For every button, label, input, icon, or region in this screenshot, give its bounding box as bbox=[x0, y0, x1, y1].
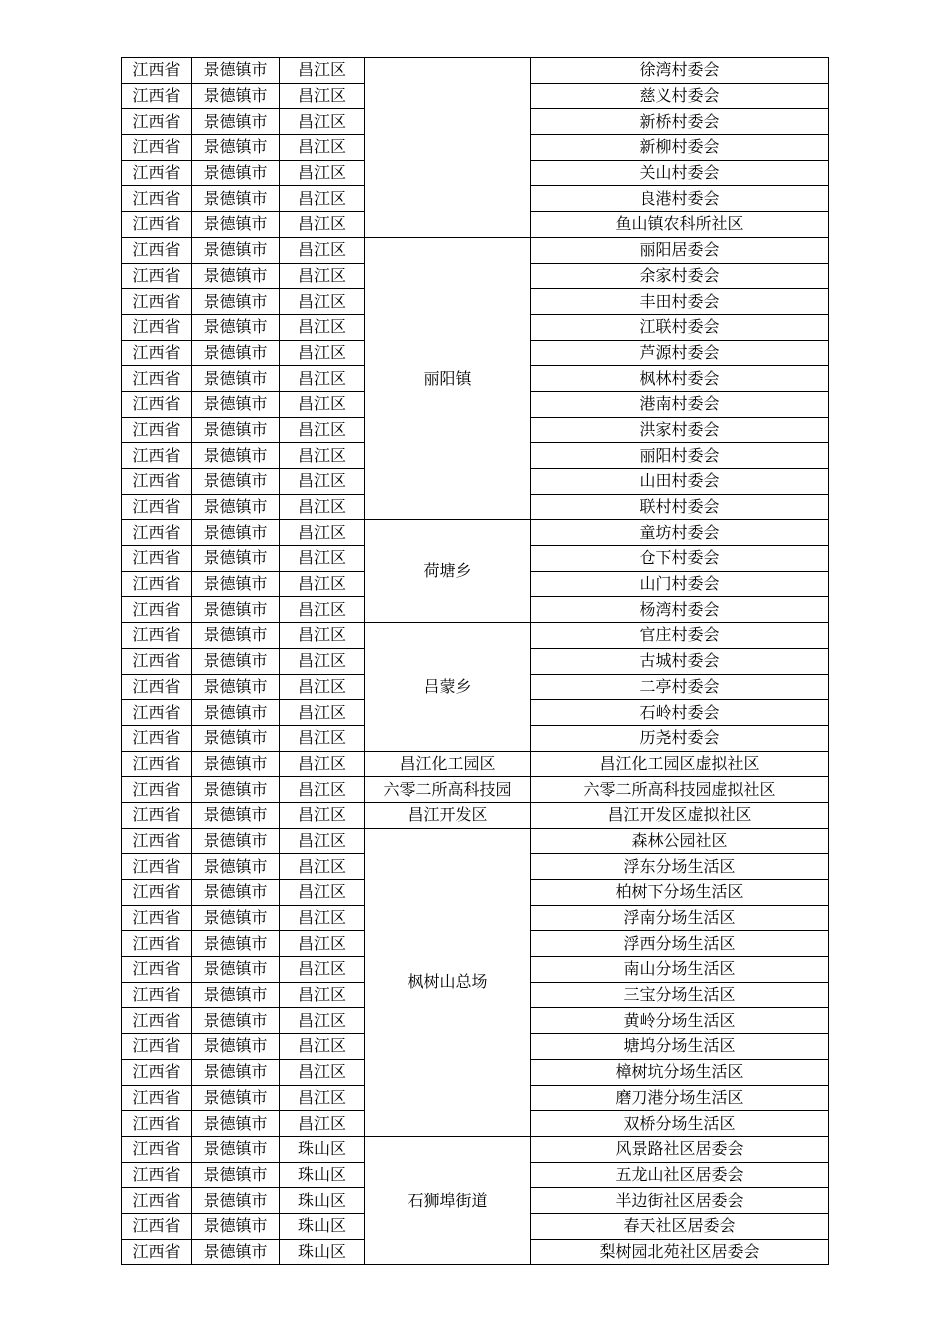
cell-city: 景德镇市 bbox=[192, 443, 280, 469]
cell-province: 江西省 bbox=[122, 1162, 192, 1188]
cell-district: 珠山区 bbox=[280, 1188, 365, 1214]
cell-district: 昌江区 bbox=[280, 905, 365, 931]
cell-district: 昌江区 bbox=[280, 982, 365, 1008]
cell-province: 江西省 bbox=[122, 828, 192, 854]
cell-committee: 塘坞分场生活区 bbox=[531, 1034, 829, 1060]
table-body bbox=[122, 58, 829, 1265]
cell-province: 江西省 bbox=[122, 391, 192, 417]
cell-city: 景德镇市 bbox=[192, 725, 280, 751]
cell-district: 昌江区 bbox=[280, 160, 365, 186]
cell-city: 景德镇市 bbox=[192, 546, 280, 572]
cell-city: 景德镇市 bbox=[192, 1188, 280, 1214]
cell-committee: 历尧村委会 bbox=[531, 725, 829, 751]
cell-district: 昌江区 bbox=[280, 1111, 365, 1137]
cell-district: 昌江区 bbox=[280, 237, 365, 263]
cell-city: 景德镇市 bbox=[192, 237, 280, 263]
cell-province: 江西省 bbox=[122, 751, 192, 777]
cell-province: 江西省 bbox=[122, 160, 192, 186]
cell-town: 六零二所高科技园 bbox=[365, 777, 531, 803]
cell-city: 景德镇市 bbox=[192, 186, 280, 212]
cell-committee: 联村村委会 bbox=[531, 494, 829, 520]
cell-district: 昌江区 bbox=[280, 1008, 365, 1034]
cell-district: 昌江区 bbox=[280, 263, 365, 289]
cell-city: 景德镇市 bbox=[192, 58, 280, 84]
cell-city: 景德镇市 bbox=[192, 494, 280, 520]
cell-committee: 余家村委会 bbox=[531, 263, 829, 289]
cell-city: 景德镇市 bbox=[192, 1059, 280, 1085]
cell-committee: 浮东分场生活区 bbox=[531, 854, 829, 880]
cell-district: 昌江区 bbox=[280, 443, 365, 469]
cell-town: 昌江开发区 bbox=[365, 802, 531, 828]
cell-committee: 三宝分场生活区 bbox=[531, 982, 829, 1008]
cell-province: 江西省 bbox=[122, 212, 192, 238]
cell-committee: 浮南分场生活区 bbox=[531, 905, 829, 931]
cell-district: 昌江区 bbox=[280, 83, 365, 109]
cell-committee: 南山分场生活区 bbox=[531, 957, 829, 983]
cell-district: 昌江区 bbox=[280, 1034, 365, 1060]
cell-committee: 森林公园社区 bbox=[531, 828, 829, 854]
cell-district: 昌江区 bbox=[280, 751, 365, 777]
cell-district: 昌江区 bbox=[280, 802, 365, 828]
cell-district: 昌江区 bbox=[280, 58, 365, 84]
cell-district: 昌江区 bbox=[280, 109, 365, 135]
cell-province: 江西省 bbox=[122, 58, 192, 84]
cell-committee: 黄岭分场生活区 bbox=[531, 1008, 829, 1034]
cell-district: 昌江区 bbox=[280, 391, 365, 417]
cell-province: 江西省 bbox=[122, 725, 192, 751]
cell-province: 江西省 bbox=[122, 854, 192, 880]
table-row bbox=[122, 802, 829, 828]
cell-city: 景德镇市 bbox=[192, 109, 280, 135]
cell-committee: 徐湾村委会 bbox=[531, 58, 829, 84]
cell-city: 景德镇市 bbox=[192, 1034, 280, 1060]
cell-district: 昌江区 bbox=[280, 597, 365, 623]
table-row bbox=[122, 751, 829, 777]
cell-province: 江西省 bbox=[122, 417, 192, 443]
cell-province: 江西省 bbox=[122, 1111, 192, 1137]
cell-city: 景德镇市 bbox=[192, 828, 280, 854]
cell-town: 昌江化工园区 bbox=[365, 751, 531, 777]
cell-town: 荷塘乡 bbox=[365, 520, 531, 623]
cell-city: 景德镇市 bbox=[192, 571, 280, 597]
cell-province: 江西省 bbox=[122, 931, 192, 957]
cell-province: 江西省 bbox=[122, 982, 192, 1008]
cell-committee: 昌江化工园区虚拟社区 bbox=[531, 751, 829, 777]
cell-city: 景德镇市 bbox=[192, 802, 280, 828]
cell-district: 昌江区 bbox=[280, 1085, 365, 1111]
cell-city: 景德镇市 bbox=[192, 212, 280, 238]
cell-committee: 杨湾村委会 bbox=[531, 597, 829, 623]
cell-city: 景德镇市 bbox=[192, 700, 280, 726]
cell-district: 昌江区 bbox=[280, 520, 365, 546]
cell-province: 江西省 bbox=[122, 674, 192, 700]
cell-committee: 新柳村委会 bbox=[531, 135, 829, 161]
cell-province: 江西省 bbox=[122, 1239, 192, 1265]
cell-district: 昌江区 bbox=[280, 340, 365, 366]
cell-city: 景德镇市 bbox=[192, 160, 280, 186]
cell-committee: 樟树坑分场生活区 bbox=[531, 1059, 829, 1085]
cell-province: 江西省 bbox=[122, 83, 192, 109]
cell-district: 昌江区 bbox=[280, 880, 365, 906]
cell-province: 江西省 bbox=[122, 700, 192, 726]
cell-town: 石狮埠街道 bbox=[365, 1136, 531, 1264]
cell-committee: 丽阳村委会 bbox=[531, 443, 829, 469]
cell-province: 江西省 bbox=[122, 186, 192, 212]
cell-province: 江西省 bbox=[122, 109, 192, 135]
cell-city: 景德镇市 bbox=[192, 931, 280, 957]
cell-district: 昌江区 bbox=[280, 700, 365, 726]
cell-city: 景德镇市 bbox=[192, 391, 280, 417]
cell-city: 景德镇市 bbox=[192, 854, 280, 880]
cell-city: 景德镇市 bbox=[192, 1085, 280, 1111]
table-row bbox=[122, 520, 829, 546]
cell-committee: 慈义村委会 bbox=[531, 83, 829, 109]
cell-province: 江西省 bbox=[122, 314, 192, 340]
cell-province: 江西省 bbox=[122, 469, 192, 495]
cell-district: 昌江区 bbox=[280, 571, 365, 597]
cell-committee: 双桥分场生活区 bbox=[531, 1111, 829, 1137]
cell-province: 江西省 bbox=[122, 520, 192, 546]
cell-committee: 新桥村委会 bbox=[531, 109, 829, 135]
cell-committee: 丽阳居委会 bbox=[531, 237, 829, 263]
cell-district: 昌江区 bbox=[280, 546, 365, 572]
cell-district: 昌江区 bbox=[280, 777, 365, 803]
cell-committee: 浮西分场生活区 bbox=[531, 931, 829, 957]
cell-district: 昌江区 bbox=[280, 1059, 365, 1085]
cell-committee: 童坊村委会 bbox=[531, 520, 829, 546]
cell-district: 珠山区 bbox=[280, 1162, 365, 1188]
cell-district: 昌江区 bbox=[280, 623, 365, 649]
cell-city: 景德镇市 bbox=[192, 417, 280, 443]
cell-district: 昌江区 bbox=[280, 494, 365, 520]
cell-district: 珠山区 bbox=[280, 1213, 365, 1239]
table-row bbox=[122, 237, 829, 263]
cell-district: 昌江区 bbox=[280, 366, 365, 392]
cell-district: 昌江区 bbox=[280, 135, 365, 161]
cell-province: 江西省 bbox=[122, 957, 192, 983]
cell-city: 景德镇市 bbox=[192, 135, 280, 161]
cell-province: 江西省 bbox=[122, 366, 192, 392]
cell-city: 景德镇市 bbox=[192, 520, 280, 546]
cell-city: 景德镇市 bbox=[192, 1008, 280, 1034]
table-row bbox=[122, 623, 829, 649]
cell-district: 昌江区 bbox=[280, 674, 365, 700]
cell-city: 景德镇市 bbox=[192, 751, 280, 777]
cell-province: 江西省 bbox=[122, 135, 192, 161]
region-table bbox=[121, 57, 829, 1265]
cell-district: 昌江区 bbox=[280, 828, 365, 854]
table-row bbox=[122, 777, 829, 803]
cell-city: 景德镇市 bbox=[192, 957, 280, 983]
cell-city: 景德镇市 bbox=[192, 1111, 280, 1137]
cell-province: 江西省 bbox=[122, 1034, 192, 1060]
cell-city: 景德镇市 bbox=[192, 623, 280, 649]
cell-committee: 半边街社区居委会 bbox=[531, 1188, 829, 1214]
cell-city: 景德镇市 bbox=[192, 648, 280, 674]
cell-committee: 港南村委会 bbox=[531, 391, 829, 417]
cell-committee: 石岭村委会 bbox=[531, 700, 829, 726]
table-row bbox=[122, 1136, 829, 1162]
cell-city: 景德镇市 bbox=[192, 366, 280, 392]
cell-province: 江西省 bbox=[122, 1136, 192, 1162]
cell-committee: 洪家村委会 bbox=[531, 417, 829, 443]
cell-city: 景德镇市 bbox=[192, 905, 280, 931]
cell-district: 昌江区 bbox=[280, 417, 365, 443]
cell-city: 景德镇市 bbox=[192, 469, 280, 495]
cell-district: 珠山区 bbox=[280, 1239, 365, 1265]
cell-district: 昌江区 bbox=[280, 289, 365, 315]
cell-province: 江西省 bbox=[122, 494, 192, 520]
cell-province: 江西省 bbox=[122, 546, 192, 572]
cell-city: 景德镇市 bbox=[192, 263, 280, 289]
cell-province: 江西省 bbox=[122, 340, 192, 366]
cell-town: 枫树山总场 bbox=[365, 828, 531, 1136]
cell-province: 江西省 bbox=[122, 571, 192, 597]
cell-committee: 鱼山镇农科所社区 bbox=[531, 212, 829, 238]
cell-city: 景德镇市 bbox=[192, 880, 280, 906]
cell-committee: 梨树园北苑社区居委会 bbox=[531, 1239, 829, 1265]
cell-province: 江西省 bbox=[122, 1188, 192, 1214]
table-row bbox=[122, 58, 829, 84]
cell-city: 景德镇市 bbox=[192, 1239, 280, 1265]
cell-province: 江西省 bbox=[122, 1059, 192, 1085]
cell-city: 景德镇市 bbox=[192, 597, 280, 623]
cell-district: 昌江区 bbox=[280, 212, 365, 238]
cell-province: 江西省 bbox=[122, 777, 192, 803]
cell-district: 昌江区 bbox=[280, 314, 365, 340]
cell-committee: 官庄村委会 bbox=[531, 623, 829, 649]
cell-district: 珠山区 bbox=[280, 1136, 365, 1162]
cell-town bbox=[365, 58, 531, 238]
cell-committee: 芦源村委会 bbox=[531, 340, 829, 366]
cell-district: 昌江区 bbox=[280, 648, 365, 674]
cell-committee: 昌江开发区虚拟社区 bbox=[531, 802, 829, 828]
cell-district: 昌江区 bbox=[280, 957, 365, 983]
cell-committee: 六零二所高科技园虚拟社区 bbox=[531, 777, 829, 803]
cell-province: 江西省 bbox=[122, 802, 192, 828]
cell-province: 江西省 bbox=[122, 263, 192, 289]
cell-committee: 风景路社区居委会 bbox=[531, 1136, 829, 1162]
cell-city: 景德镇市 bbox=[192, 83, 280, 109]
cell-city: 景德镇市 bbox=[192, 340, 280, 366]
cell-province: 江西省 bbox=[122, 880, 192, 906]
cell-province: 江西省 bbox=[122, 1008, 192, 1034]
cell-province: 江西省 bbox=[122, 597, 192, 623]
cell-committee: 丰田村委会 bbox=[531, 289, 829, 315]
cell-province: 江西省 bbox=[122, 237, 192, 263]
cell-province: 江西省 bbox=[122, 1085, 192, 1111]
cell-province: 江西省 bbox=[122, 443, 192, 469]
cell-committee: 关山村委会 bbox=[531, 160, 829, 186]
cell-committee: 山田村委会 bbox=[531, 469, 829, 495]
cell-city: 景德镇市 bbox=[192, 674, 280, 700]
cell-province: 江西省 bbox=[122, 1213, 192, 1239]
cell-committee: 山门村委会 bbox=[531, 571, 829, 597]
cell-committee: 仓下村委会 bbox=[531, 546, 829, 572]
cell-city: 景德镇市 bbox=[192, 1162, 280, 1188]
cell-town: 丽阳镇 bbox=[365, 237, 531, 520]
cell-committee: 五龙山社区居委会 bbox=[531, 1162, 829, 1188]
cell-committee: 柏树下分场生活区 bbox=[531, 880, 829, 906]
cell-province: 江西省 bbox=[122, 623, 192, 649]
cell-province: 江西省 bbox=[122, 648, 192, 674]
cell-province: 江西省 bbox=[122, 905, 192, 931]
cell-district: 昌江区 bbox=[280, 186, 365, 212]
table-row bbox=[122, 828, 829, 854]
cell-city: 景德镇市 bbox=[192, 1136, 280, 1162]
cell-district: 昌江区 bbox=[280, 931, 365, 957]
cell-committee: 磨刀港分场生活区 bbox=[531, 1085, 829, 1111]
cell-committee: 江联村委会 bbox=[531, 314, 829, 340]
cell-city: 景德镇市 bbox=[192, 289, 280, 315]
cell-district: 昌江区 bbox=[280, 469, 365, 495]
cell-committee: 二亭村委会 bbox=[531, 674, 829, 700]
cell-committee: 春天社区居委会 bbox=[531, 1213, 829, 1239]
cell-city: 景德镇市 bbox=[192, 314, 280, 340]
cell-district: 昌江区 bbox=[280, 854, 365, 880]
cell-province: 江西省 bbox=[122, 289, 192, 315]
cell-district: 昌江区 bbox=[280, 725, 365, 751]
cell-city: 景德镇市 bbox=[192, 777, 280, 803]
cell-committee: 枫林村委会 bbox=[531, 366, 829, 392]
cell-city: 景德镇市 bbox=[192, 1213, 280, 1239]
cell-city: 景德镇市 bbox=[192, 982, 280, 1008]
cell-committee: 古城村委会 bbox=[531, 648, 829, 674]
cell-town: 吕蒙乡 bbox=[365, 623, 531, 751]
cell-committee: 良港村委会 bbox=[531, 186, 829, 212]
